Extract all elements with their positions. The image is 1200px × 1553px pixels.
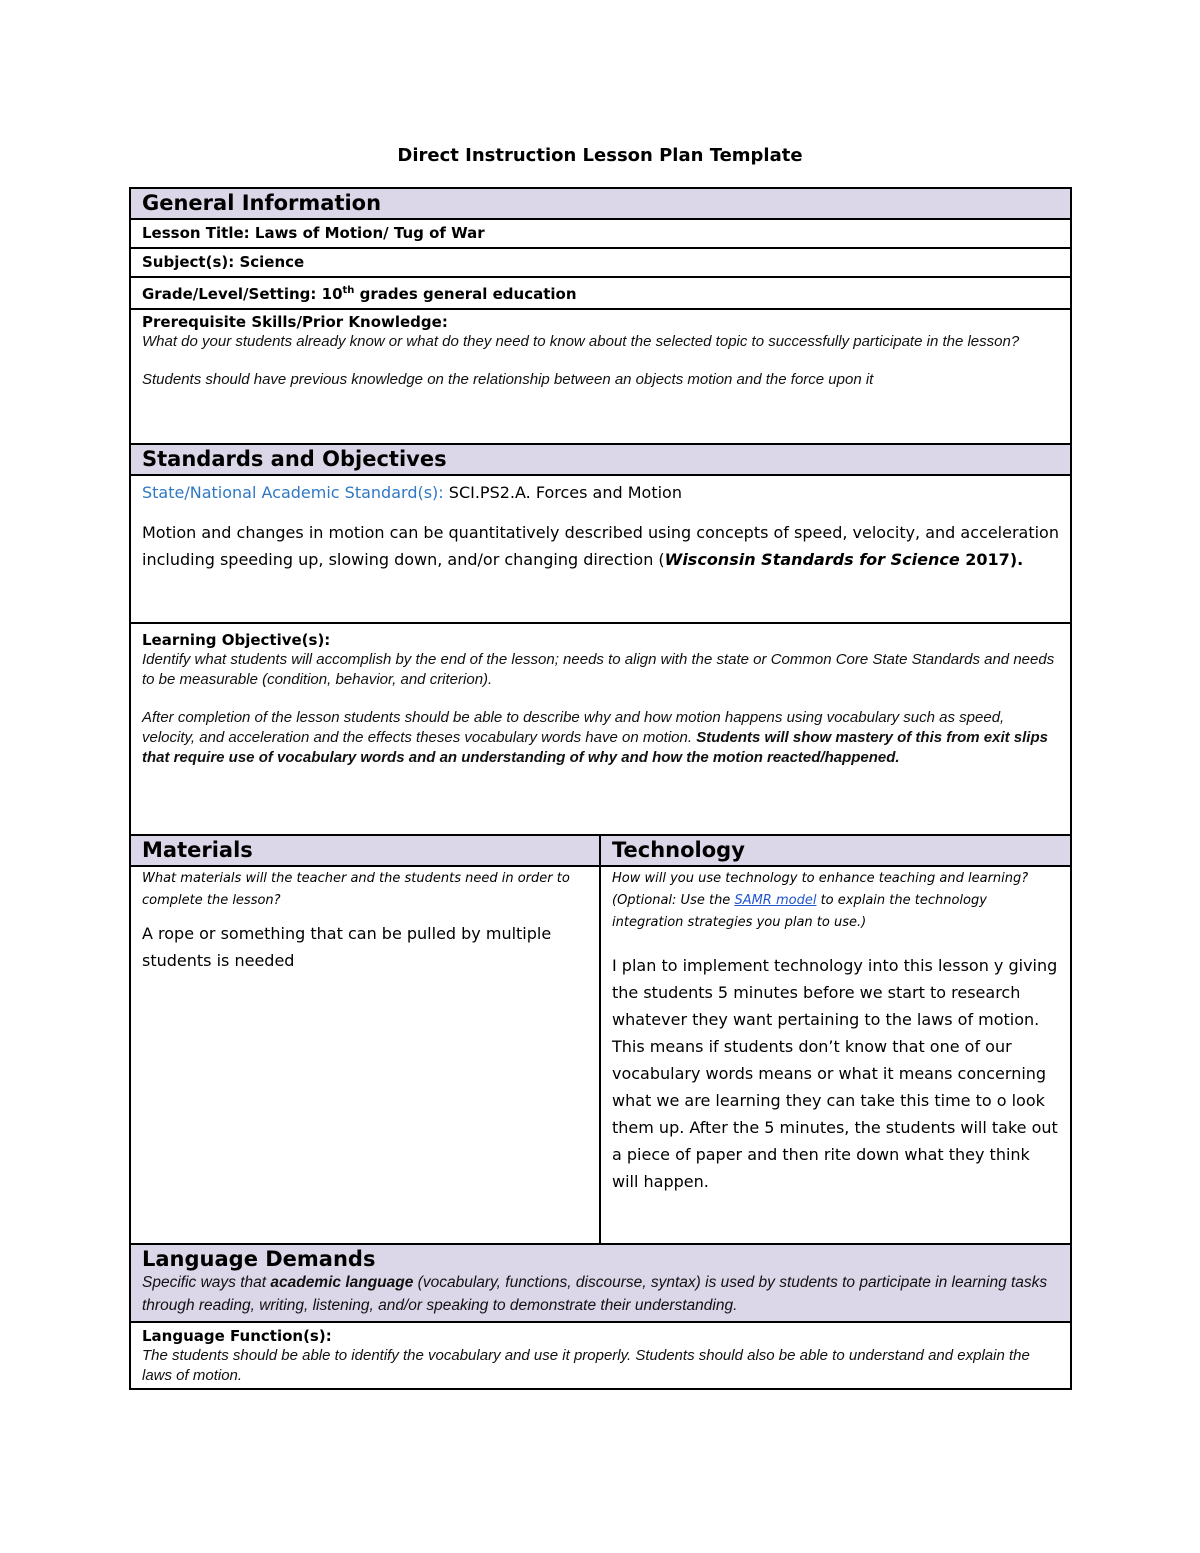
lesson-title-label: Lesson Title:: [142, 224, 250, 242]
lesson-title-row: [130, 219, 1071, 248]
prerequisite-cell: [130, 309, 1071, 444]
subject-row: [130, 248, 1071, 277]
subject-value: Science: [239, 253, 305, 271]
academic-language-term: academic language: [270, 1274, 414, 1291]
materials-heading: Materials: [142, 838, 253, 862]
language-function-label: Language Function(s):: [142, 1327, 332, 1345]
language-demands-heading: Language Demands: [142, 1247, 376, 1271]
prerequisite-label: Prerequisite Skills/Prior Knowledge:: [142, 313, 448, 331]
technology-cell: [600, 866, 1071, 1244]
prerequisite-answer: Students should have previous knowledge on the relationship between an objects motion and the force upon it: [142, 371, 874, 388]
grade-suffix: th: [342, 285, 355, 296]
technology-header: [600, 835, 1071, 866]
language-function-answer: The students should be able to identify the vocabulary and use it properly. Students should also be able to understand and explain the laws of motion.: [142, 1347, 1030, 1384]
language-demands-header: [130, 1244, 1071, 1322]
technology-heading: Technology: [612, 838, 745, 862]
lesson-title-value: Laws of Motion/ Tug of War: [254, 224, 485, 242]
learning-objective-cell: [130, 623, 1071, 835]
materials-header: [130, 835, 600, 866]
subject-label: Subject(s):: [142, 253, 235, 271]
technology-prompt: How will you use technology to enhance teaching and learning? (Optional: Use the SAMR model to explain the technology integration strategies you plan to use.): [612, 871, 1029, 930]
standards-objectives-heading: Standards and Objectives: [142, 447, 447, 471]
materials-answer: A rope or something that can be pulled by multiple students is needed: [142, 924, 552, 970]
standards-objectives-header: [130, 444, 1071, 475]
language-demands-prompt: Specific ways that academic language (vocabulary, functions, discourse, syntax) is used by students to participate in learning tasks through reading, writing, listening, and/or speaking to demonstrate their understanding.: [142, 1274, 1048, 1314]
general-information-header: [130, 188, 1071, 219]
materials-prompt: What materials will the teacher and the students need in order to complete the lesson?: [142, 871, 570, 908]
materials-cell: [130, 866, 600, 1244]
grade-number: 10: [321, 285, 343, 303]
document-title: Direct Instruction Lesson Plan Template: [397, 145, 803, 166]
language-function-cell: [130, 1322, 1071, 1389]
learning-objective-mastery: Students will show mastery of this from exit slips that require use of vocabulary words and an understanding of why and how the motion reacted/happened.: [142, 729, 1048, 766]
learning-objective-label: Learning Objective(s):: [142, 631, 331, 649]
prerequisite-prompt: What do your students already know or what do they need to know about the selected topic to successfully participate in the lesson?: [142, 333, 1020, 350]
lesson-plan-table: [129, 187, 1072, 1390]
general-information-heading: General Information: [142, 191, 382, 215]
standard-year: 2017).: [965, 550, 1024, 569]
samr-model-link[interactable]: SAMR model: [734, 893, 817, 908]
learning-objective-prompt: Identify what students will accomplish by the end of the lesson; needs to align with the state or Common Core State Standards and needs to be measurable (condition, behavior, and criterion).: [142, 651, 1055, 688]
grade-row: [130, 277, 1071, 309]
standard-source: Wisconsin Standards for Science: [664, 550, 960, 569]
grade-label: Grade/Level/Setting:: [142, 285, 317, 303]
learning-objective-answer: After completion of the lesson students should be able to describe why and how motion happens using vocabulary such as speed, velocity, and acceleration and the effects theses vocabulary words have on motion. Students will show mastery of this from exit slips that require use of vocabulary words and an understanding of why and how the motion reacted/happened.: [142, 709, 1048, 766]
grade-value: grades general education: [359, 285, 577, 303]
standard-code: SCI.PS2.A. Forces and Motion: [448, 483, 682, 502]
standards-cell: [130, 475, 1071, 623]
technology-answer: I plan to implement technology into this lesson y giving the students 5 minutes before we start to research whatever they want pertaining to the laws of motion. This means if students don’t know that one of our vocabulary words means or what it means concerning what we are learning they can take this time to o look them up. After the 5 minutes, the students will take out a piece of paper and then rite down what they think will happen.: [612, 956, 1058, 1191]
standard-description: Motion and changes in motion can be quantitatively described using concepts of speed, velocity, and acceleration including speeding up, slowing down, and/or changing direction (Wisconsin Standards for Science 2017).: [142, 523, 1059, 569]
standard-label: State/National Academic Standard(s):: [142, 483, 444, 502]
